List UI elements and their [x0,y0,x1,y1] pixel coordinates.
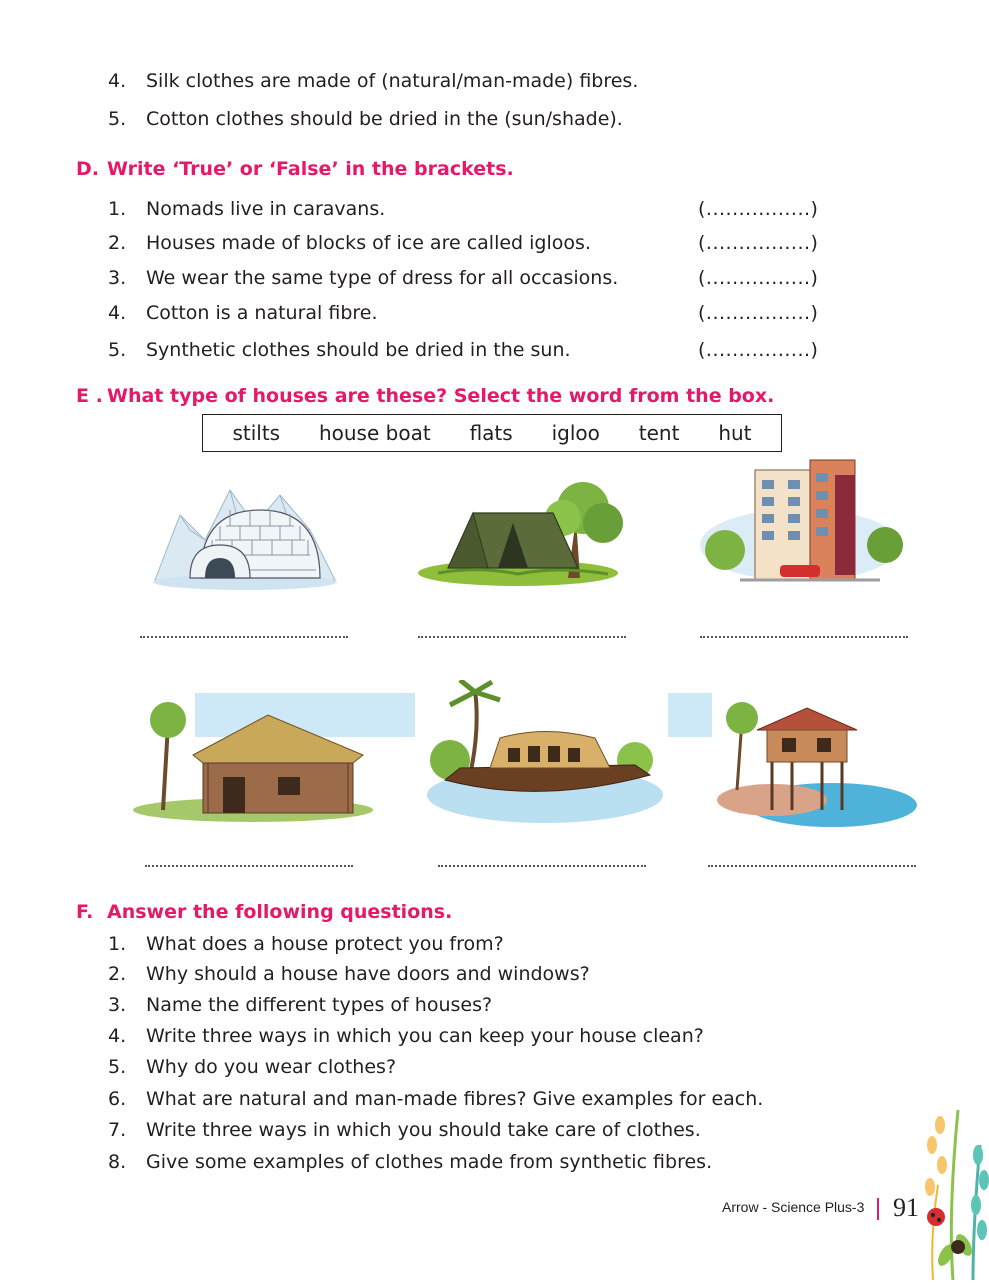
item-number: 3. [108,994,127,1016]
item-number: 5. [108,1056,127,1078]
item-text: What are natural and man-made fibres? Give examples for each. [146,1088,764,1110]
item-number: 4. [108,302,127,324]
item-number: 1. [108,198,127,220]
item-number: 1. [108,933,127,955]
answer-blank[interactable]: (................) [698,302,819,324]
section-heading-f [76,901,452,923]
item-text: Why should a house have doors and windows? [146,963,590,985]
book-title: Arrow - Science Plus-3 [722,1199,865,1215]
item-number: 4. [108,70,127,92]
item-text: Nomads live in caravans. [146,198,386,220]
footer-divider [877,1198,879,1220]
item-number: 5. [108,339,127,361]
item-text: Write three ways in which you should take care of clothes. [146,1119,701,1141]
flats-illustration [700,455,910,589]
item-text: Synthetic clothes should be dried in the sun. [146,339,571,361]
background-panel [668,693,712,737]
word-option: igloo [551,421,600,445]
answer-line[interactable] [418,632,626,638]
item-text: We wear the same type of dress for all occasions. [146,267,619,289]
answer-blank[interactable]: (................) [698,267,819,289]
item-text: Cotton clothes should be dried in the (sun/shade). [146,108,623,130]
section-heading-e [76,385,774,407]
item-number: 5. [108,108,127,130]
answer-blank[interactable]: (................) [698,339,819,361]
item-number: 8. [108,1151,127,1173]
section-label: E . [76,385,103,407]
hut-illustration [128,695,378,829]
item-text: Houses made of blocks of ice are called igloos. [146,232,591,254]
answer-blank[interactable]: (................) [698,198,819,220]
answer-line[interactable] [438,861,646,867]
item-number: 3. [108,267,127,289]
section-label: F. [76,901,94,923]
answer-line[interactable] [140,632,348,638]
word-box [202,414,782,452]
section-title: What type of houses are these? Select the word from the box. [107,385,775,407]
item-number: 7. [108,1119,127,1141]
answer-line[interactable] [145,861,353,867]
word-option: flats [469,421,513,445]
flower-decoration [918,1105,989,1284]
item-text: What does a house protect you from? [146,933,504,955]
word-option: stilts [232,421,281,445]
word-option: hut [718,421,752,445]
item-text: Write three ways in which you can keep your house clean? [146,1025,704,1047]
section-title: Answer the following questions. [107,901,453,923]
houseboat-illustration [420,680,665,829]
item-text: Cotton is a natural fibre. [146,302,378,324]
item-text: Give some examples of clothes made from synthetic fibres. [146,1151,713,1173]
stilt-house-illustration [712,690,917,834]
section-heading-d [76,158,514,180]
answer-blank[interactable]: (................) [698,232,819,254]
item-text: Name the different types of houses? [146,994,493,1016]
item-number: 6. [108,1088,127,1110]
item-text: Why do you wear clothes? [146,1056,397,1078]
section-label: D. [76,158,99,180]
answer-line[interactable] [708,861,916,867]
word-option: tent [638,421,680,445]
item-number: 2. [108,963,127,985]
item-text: Silk clothes are made of (natural/man-made) fibres. [146,70,639,92]
section-title: Write ‘True’ or ‘False’ in the brackets. [107,158,514,180]
page-number: 91 [893,1193,919,1222]
igloo-illustration [150,470,340,594]
answer-line[interactable] [700,632,908,638]
tent-illustration [418,478,633,592]
word-option: house boat [318,421,431,445]
item-number: 2. [108,232,127,254]
item-number: 4. [108,1025,127,1047]
